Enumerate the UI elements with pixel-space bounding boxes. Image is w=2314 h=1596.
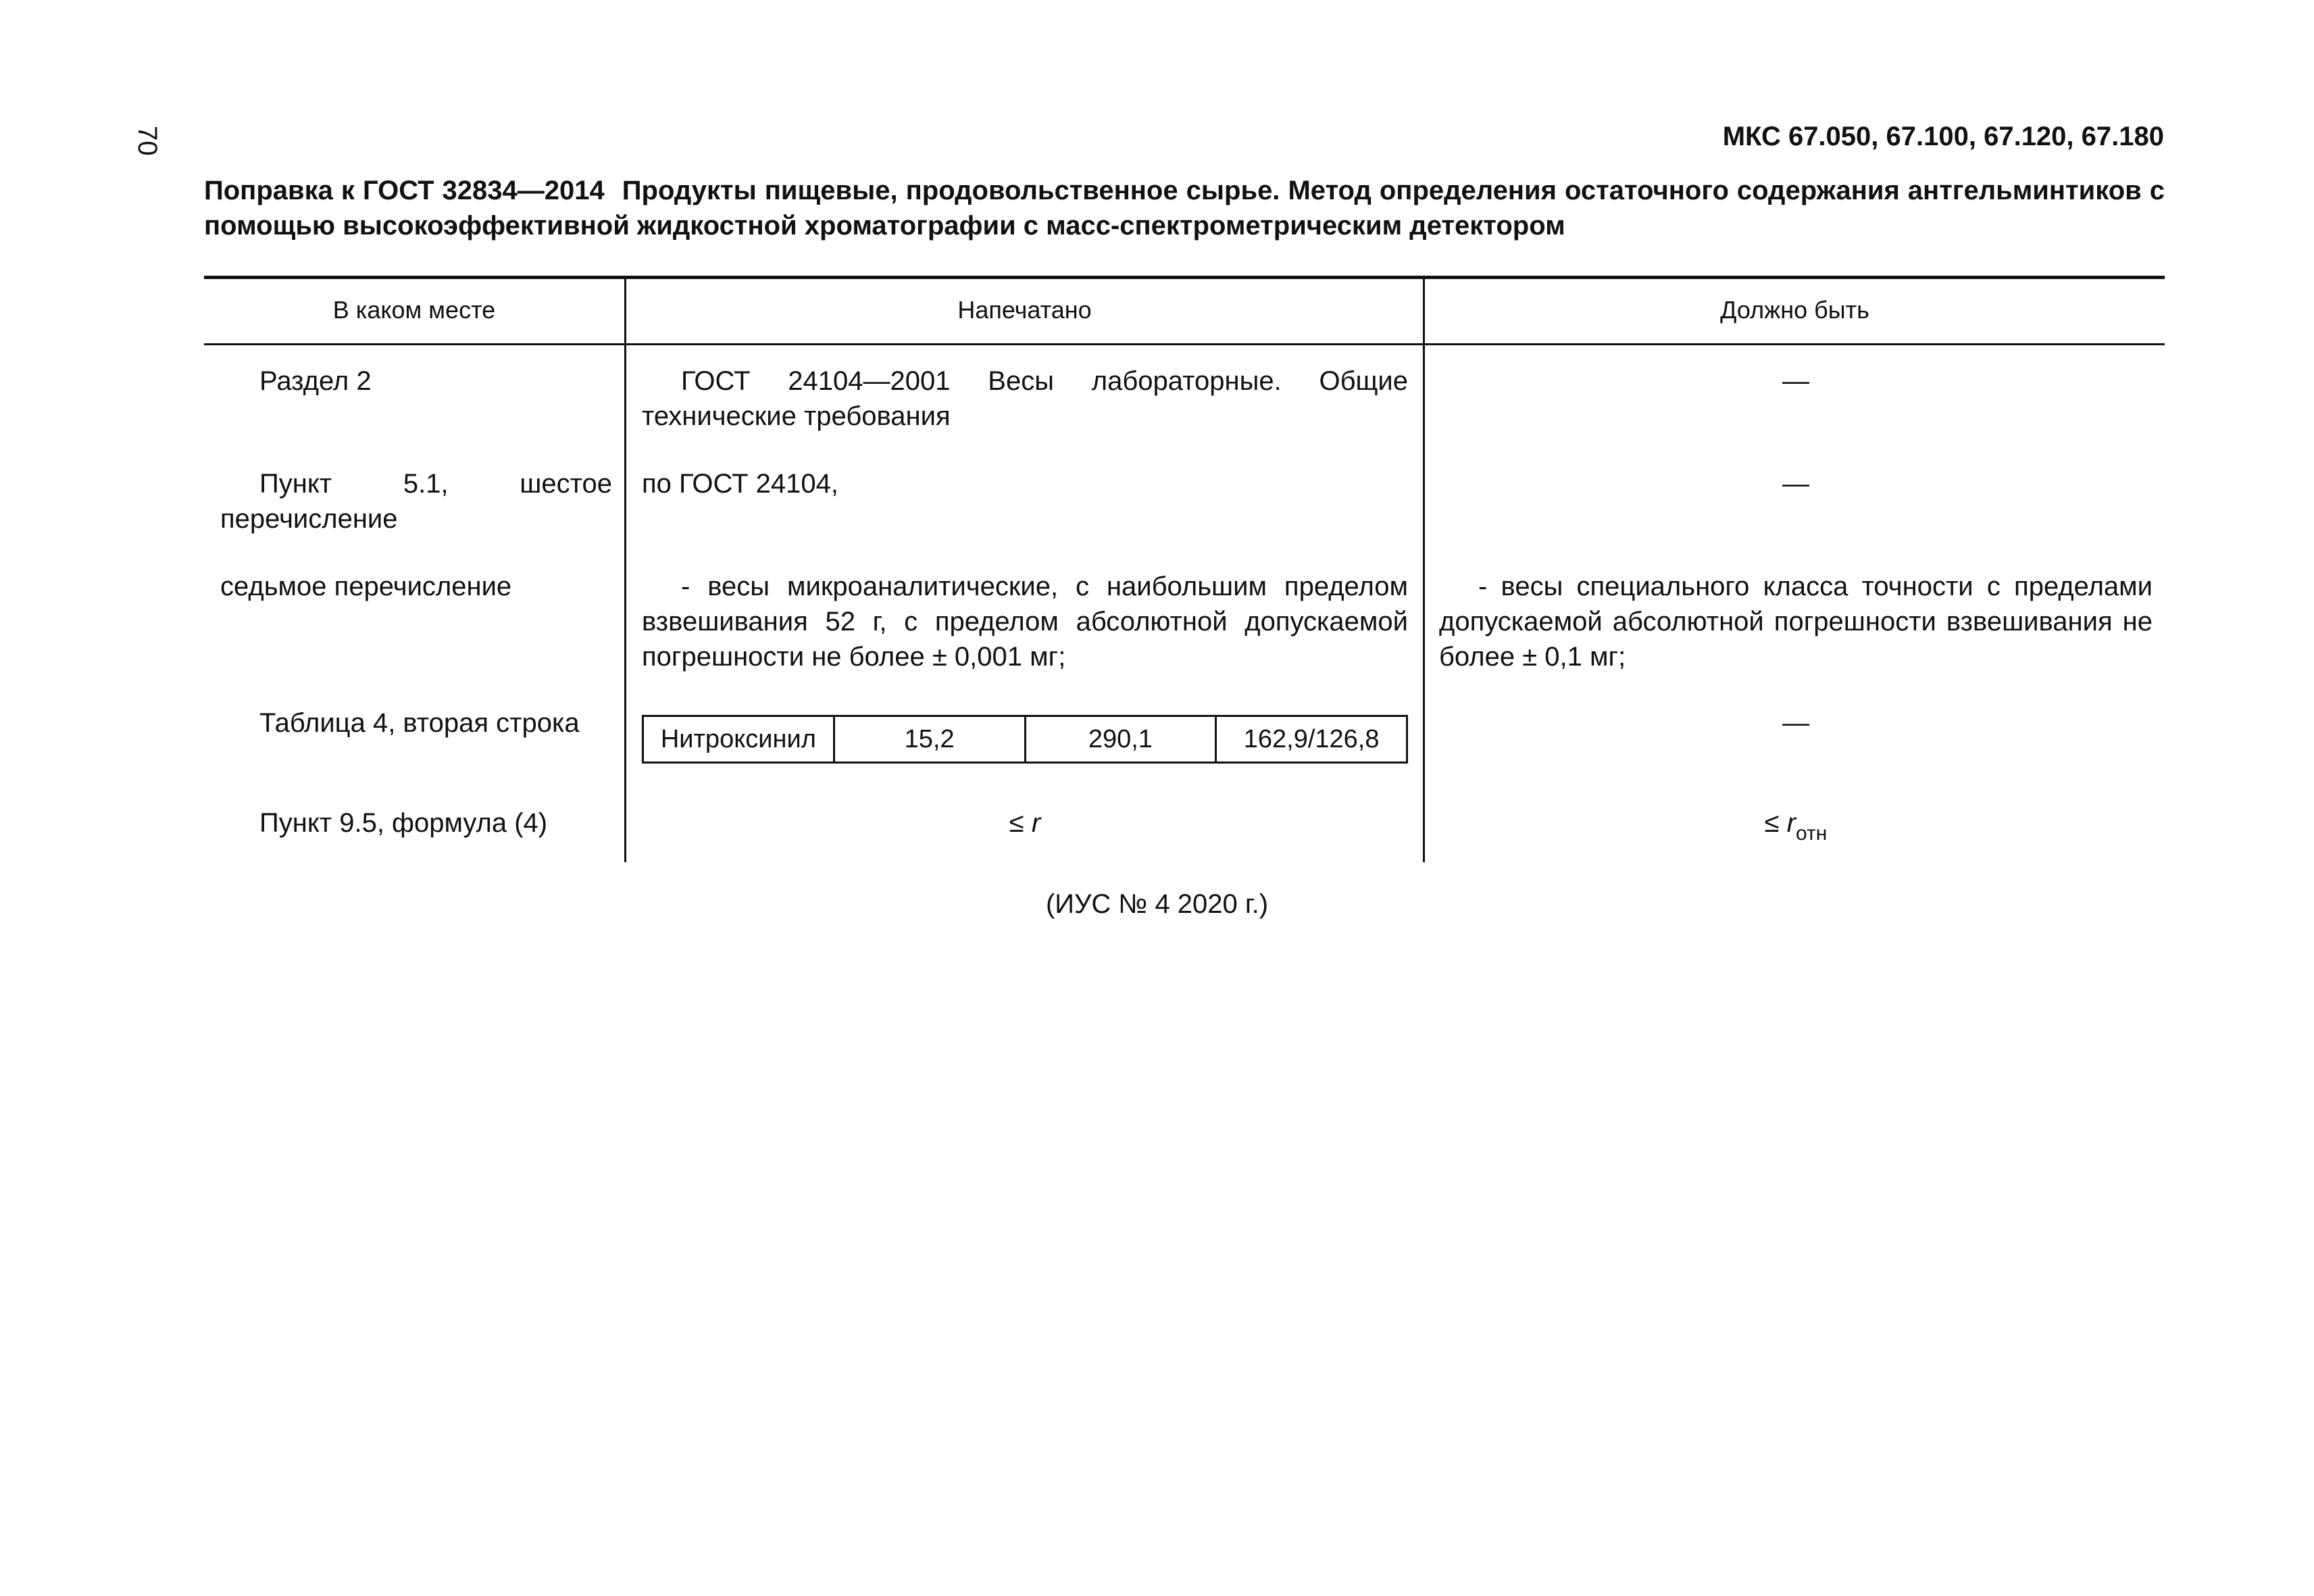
row5-should-formula xyxy=(1439,805,2153,851)
row5-should-symbol: ≤ xyxy=(1764,808,1780,838)
row5-printed-var: r xyxy=(1031,808,1041,838)
column-divider-1 xyxy=(624,277,626,862)
row4-printed-inner-table xyxy=(642,715,1408,764)
row3-printed: - весы микроаналитические, с наибольшим пределом взвешивания 52 г, с пределом абсолютной допускаемой погрешности не более ± 0,001 мг; xyxy=(642,572,1408,672)
ius-reference: (ИУС № 4 2020 г.) xyxy=(1045,889,1269,919)
row5-printed-formula xyxy=(642,805,1408,841)
row5-should-var: r xyxy=(1786,808,1796,838)
row3-place: седьмое перечисление xyxy=(220,572,512,601)
row1-should-be: — xyxy=(1782,366,1809,396)
row5-should-subscript: отн xyxy=(1796,822,1828,845)
row4-should-be: — xyxy=(1782,708,1809,738)
inner-cell-value-3: 162,9/126,8 xyxy=(1215,717,1406,762)
row2-printed: по ГОСТ 24104, xyxy=(642,469,838,499)
amendment-label: Поправка к ГОСТ 32834—2014 xyxy=(204,176,605,205)
table-header-rule xyxy=(204,343,2165,345)
row4-place: Таблица 4, вторая строка xyxy=(259,708,580,738)
column-divider-2 xyxy=(1423,277,1425,862)
header-should-be: Должно быть xyxy=(1720,296,1869,324)
row3-should-be: - весы специального класса точности с пределами допускаемой абсолютной погрешности взвешивания не более ± 0,1 мг; xyxy=(1439,572,2153,672)
row1-printed: ГОСТ 24104—2001 Весы лабораторные. Общие технические требования xyxy=(642,366,1408,431)
inner-cell-value-1: 15,2 xyxy=(833,717,1024,762)
header-printed: Напечатано xyxy=(957,296,1092,324)
inner-cell-value-2: 290,1 xyxy=(1024,717,1215,762)
mks-codes: МКС 67.050, 67.100, 67.120, 67.180 xyxy=(1722,122,2164,151)
inner-cell-substance: Нитроксинил xyxy=(660,724,816,753)
row2-should-be: — xyxy=(1782,469,1809,499)
row2-place: Пункт 5.1, шестое перечисление xyxy=(220,469,612,534)
row5-place: Пункт 9.5, формула (4) xyxy=(259,808,548,838)
document-title xyxy=(204,173,2165,243)
row1-place: Раздел 2 xyxy=(259,366,372,396)
page-number: 70 xyxy=(132,126,162,156)
header-place: В каком месте xyxy=(332,296,496,324)
row5-printed-symbol: ≤ xyxy=(1009,808,1024,838)
standard-title: Продукты пищевые, продовольственное сырье. Метод определения остаточного содержания антгельминтиков с помощью высокоэффективной жидкостной хроматографии с масс-спектрометрическим детектором xyxy=(204,176,2165,241)
